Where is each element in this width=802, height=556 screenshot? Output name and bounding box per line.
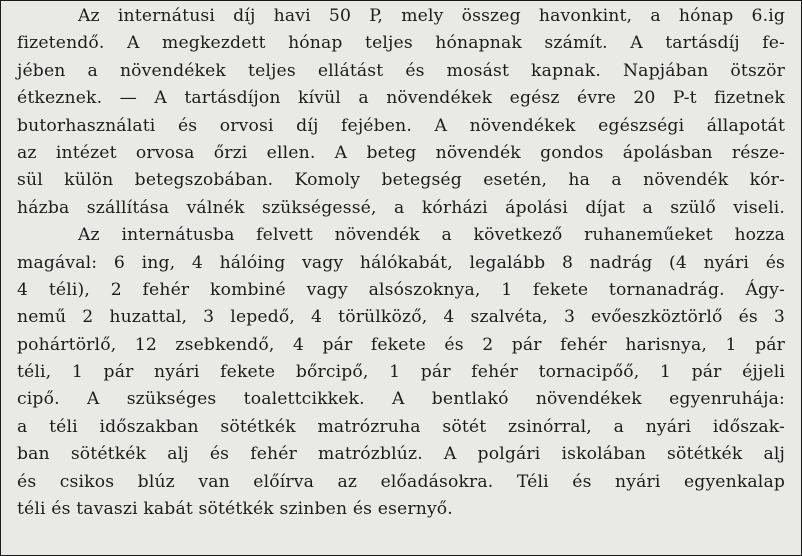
text-line: ban sötétkék alj és fehér matrózblúz. A polgári iskolában sötétkék alj bbox=[17, 444, 785, 465]
text-line: butorhasználati és orvosi díj fejében. A növendékek egészségi állapotát bbox=[17, 115, 785, 136]
paragraph-fees bbox=[17, 3, 785, 222]
document-text bbox=[17, 3, 785, 523]
paragraph-clothing bbox=[17, 222, 785, 523]
text-line: az intézet orvosa őrzi ellen. A beteg növendék gondos ápolásban része- bbox=[17, 142, 785, 163]
text-line: jében a növendékek teljes ellátást és mosást kapnak. Napjában ötször bbox=[17, 60, 785, 81]
text-line: téli, 1 pár nyári fekete bőrcipő, 1 pár fehér tornacipőő, 1 pár éjjeli bbox=[17, 362, 785, 383]
text-line: 4 téli), 2 fehér kombiné vagy alsószoknya, 1 fekete tornanadrág. Ágy- bbox=[17, 279, 785, 300]
text-line: Az internátusba felvett növendék a következő ruhaneműeket hozza bbox=[78, 225, 785, 246]
text-line: házba szállítása válnék szükségessé, a kórházi ápolási díjat a szülő viseli. bbox=[17, 197, 785, 218]
text-line: sül külön betegszobában. Komoly betegség esetén, ha a növendék kór- bbox=[17, 170, 785, 191]
text-line: a téli időszakban sötétkék matrózruha sötét zsinórral, a nyári időszak- bbox=[17, 416, 785, 437]
text-line: Az internátusi díj havi 50 P, mely összeg havonkint, a hónap 6.ig bbox=[78, 6, 785, 26]
text-line: magával: 6 ing, 4 hálóing vagy hálókabát, legalább 8 nadrág (4 nyári és bbox=[17, 252, 785, 273]
text-line: nemű 2 huzattal, 3 lepedő, 4 törülköző, 4 szalvéta, 3 evőeszköztörlő és 3 bbox=[17, 307, 785, 328]
text-line: téli és tavaszi kabát sötétkék szinben és esernyő. bbox=[17, 499, 453, 520]
text-line: fizetendő. A megkezdett hónap teljes hónapnak számít. A tartásdíj fe- bbox=[17, 33, 785, 54]
text-line: cipő. A szükséges toalettcikkek. A bentlakó növendékek egyenruhája: bbox=[17, 389, 785, 410]
text-line: étkeznek. — A tartásdíjon kívül a növendékek egész évre 20 P-t fizetnek bbox=[17, 88, 785, 109]
text-line: pohártörlő, 12 zsebkendő, 4 pár fekete és 2 pár fehér harisnya, 1 pár bbox=[17, 334, 785, 355]
text-line: és csikos blúz van előírva az előadásokra. Téli és nyári egyenkalap bbox=[17, 471, 785, 492]
